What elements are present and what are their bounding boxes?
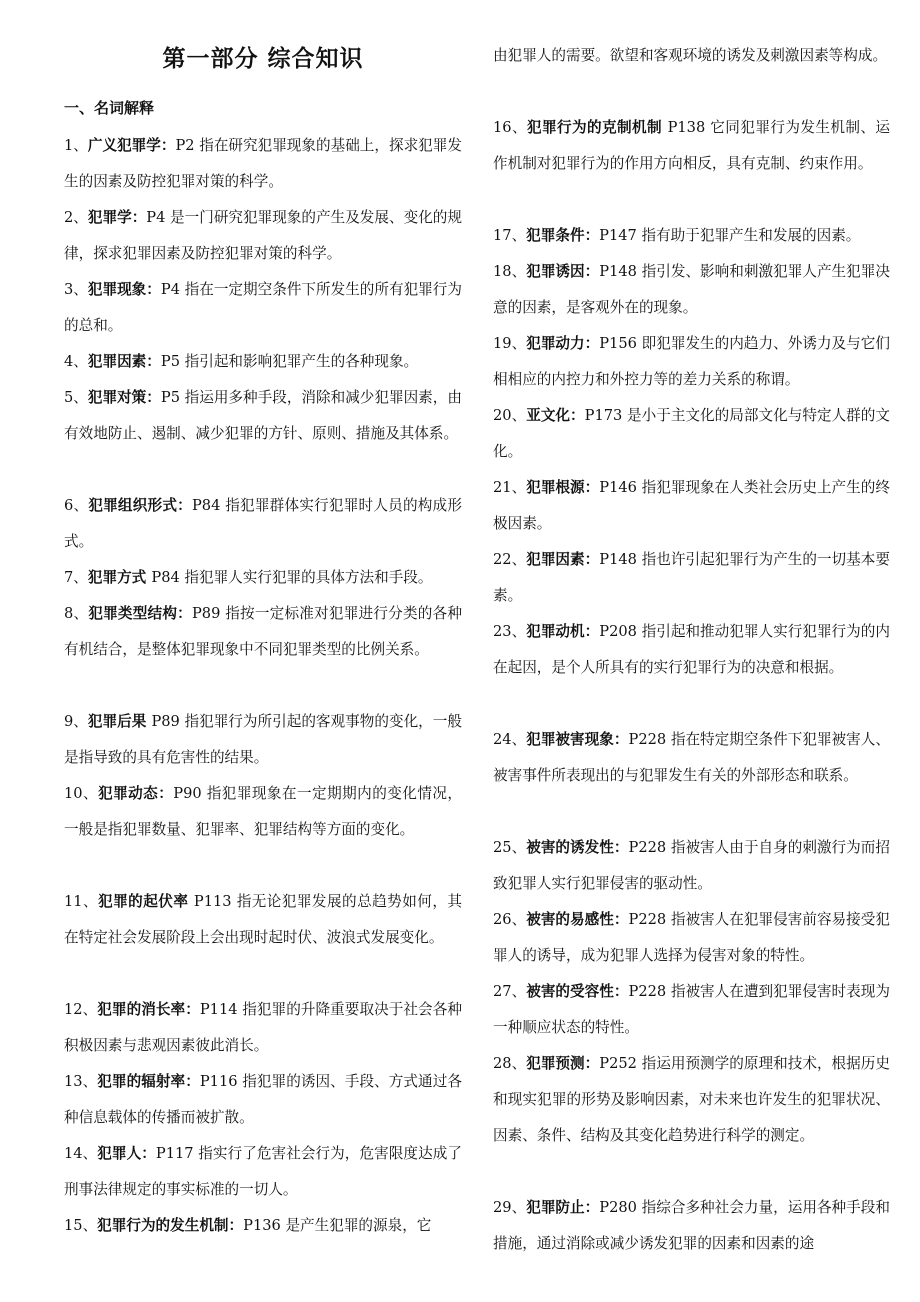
entry-term: 犯罪行为的发生机制 [97,1217,229,1234]
entry-separator: ： [177,605,192,622]
entry-term: 被害的诱发性 [526,839,614,856]
entry-separator: ： [146,389,161,406]
section-heading: 一、名词解释 [64,99,155,117]
definition-entry [64,884,462,956]
entry-definition: P138 它同犯罪行为发生机制、运作机制对犯罪行为的作用方向相反，具有克制、约束作用。 [493,119,890,172]
entry-number: 14、 [64,1145,98,1162]
entry-number: 25、 [493,839,527,856]
entry-definition: P84 指犯罪群体实行犯罪时人员的构成形式。 [64,497,462,550]
entry-number: 22、 [493,551,527,568]
entry-definition: P228 指被害人由于自身的刺激行为而招致犯罪人实行犯罪侵害的驱动性。 [493,839,890,892]
definition-entry [493,974,890,1046]
definition-entry [64,488,462,560]
entry-term: 犯罪防止 [526,1199,585,1216]
entry-number: 29、 [493,1199,527,1216]
entry-number: 16、 [493,119,527,136]
entry-definition: P5 指引起和影响犯罪产生的各种现象。 [160,353,419,370]
entry-definition: P114 指犯罪的升降重要取决于社会各种积极因素与悲观因素彼此消长。 [64,1001,462,1054]
entry-term: 犯罪对策 [87,389,147,406]
entry-term: 犯罪根源 [526,479,585,496]
definition-entry [64,560,462,596]
definition-entry [493,722,890,794]
entry-term: 犯罪被害现象 [526,731,614,748]
entry-separator: ： [584,335,600,352]
definition-entry [64,1208,462,1244]
definition-entry [493,542,890,614]
entry-term: 犯罪行为的克制机制 [527,119,663,136]
entry-separator: ： [584,1055,600,1072]
entry-separator: ： [177,497,192,514]
definition-entry [64,992,462,1064]
definition-entry [493,398,890,470]
entry-definition: P148 指也许引起犯罪行为产生的一切基本要素。 [493,551,890,604]
entry-definition: P4 指在一定期空条件下所发生的所有犯罪行为的总和。 [64,281,462,334]
entry-definition: P228 指在特定期空条件下犯罪被害人、被害事件所表现出的与犯罪发生有关的外部形态和联系。 [493,731,890,784]
entry-separator: ： [613,839,629,856]
entry-definition: P146 指犯罪现象在人类社会历史上产生的终极因素。 [493,479,890,532]
entry-number: 27、 [493,983,527,1000]
entry-definition: P84 指犯罪人实行犯罪的具体方法和手段。 [151,569,433,586]
entry-separator: ： [613,911,629,928]
entry-separator: ： [185,1073,200,1090]
entry-term: 犯罪预测 [526,1055,585,1072]
entry-term: 犯罪现象 [87,281,147,298]
entry-term: 犯罪条件 [526,227,585,244]
entry-separator: ： [584,227,600,244]
entry-number: 1、 [64,137,88,154]
definition-entry [493,470,890,542]
definition-entry [493,218,890,254]
entry-definition: P173 是小于主文化的局部文化与特定人群的文化。 [493,407,890,460]
entry-number: 19、 [493,335,527,352]
entry-term: 犯罪人 [97,1145,142,1162]
entry-number: 2、 [64,209,88,226]
definition-entry [493,830,890,902]
entry-separator: ： [141,1145,156,1162]
entry-term: 被害的易感性 [526,911,614,928]
entry-separator: ： [584,623,600,640]
entry-definition: P148 指引发、影响和刺激犯罪人产生犯罪决意的因素，是客观外在的现象。 [493,263,890,316]
entry-number: 17、 [493,227,527,244]
entry-number: 8、 [64,605,89,622]
entry-separator: ： [570,407,585,424]
entry-term: 犯罪因素 [87,353,147,370]
entry-term: 犯罪动力 [526,335,585,352]
entry-number: 6、 [64,497,89,514]
definition-entry [64,1064,462,1136]
entry-term: 犯罪后果 [87,713,147,730]
entry-separator: ： [146,281,161,298]
entry-term: 亚文化 [526,407,571,424]
entry-definition: P116 指犯罪的诱因、手段、方式通过各种信息载体的传播而被扩散。 [64,1073,462,1126]
definition-entry [493,254,890,326]
entry-separator: ： [613,731,629,748]
entry-term: 犯罪的辐射率 [97,1073,186,1090]
entry-definition: P4 是一门研究犯罪现象的产生及发展、变化的规律，探求犯罪因素及防控犯罪对策的科学。 [64,209,462,262]
entry-number: 20、 [493,407,527,424]
entry-definition: 由犯罪人的需要。欲望和客观环境的诱发及刺激因素等构成。 [493,47,888,64]
definition-entry [64,344,462,380]
entry-definition: P5 指运用多种手段，消除和减少犯罪因素，由有效地防止、遏制、减少犯罪的方针、原则、措施及其体系。 [64,389,462,442]
entry-definition: P90 指犯罪现象在一定期期内的变化情况，一般是指犯罪数量、犯罪率、犯罪结构等方面的变化。 [64,785,462,838]
entry-term: 犯罪因素 [526,551,585,568]
entry-separator: ： [584,263,600,280]
definition-entry [64,1136,462,1208]
entry-term: 犯罪的起伏率 [98,893,189,910]
definition-entry [64,200,462,272]
definition-entry [64,776,462,848]
entry-number: 26、 [493,911,527,928]
entry-number: 5、 [64,389,88,406]
entry-definition: P89 指按一定标准对犯罪进行分类的各种有机结合，是整体犯罪现象中不同犯罪类型的比例关系。 [64,605,462,658]
entry-separator: ： [613,983,629,1000]
entry-separator: ： [228,1217,244,1234]
entry-separator: ： [584,551,600,568]
definition-entry [493,1190,890,1262]
definition-entry [493,614,890,686]
entry-number: 7、 [64,569,88,586]
entry-separator: ： [584,1199,600,1216]
entry-number: 28、 [493,1055,527,1072]
definition-entry [493,38,890,74]
entry-definition: P228 指被害人在犯罪侵害前容易接受犯罪人的诱导，成为犯罪人选择为侵害对象的特性。 [493,911,890,964]
entry-number: 15、 [64,1217,98,1234]
entry-separator: ： [160,137,176,154]
entry-separator: ： [131,209,147,226]
entry-number: 9、 [64,713,88,730]
entry-definition: P89 指犯罪行为所引起的客观事物的变化，一般是指导致的具有危害性的结果。 [64,713,462,766]
entry-definition: P280 指综合多种社会力量，运用各种手段和措施，通过消除或减少诱发犯罪的因素和因素的途 [493,1199,890,1252]
entry-number: 10、 [64,785,99,802]
entry-number: 12、 [64,1001,98,1018]
entry-term: 犯罪组织形式 [88,497,178,514]
entry-term: 犯罪动态 [98,785,159,802]
entry-definition: P156 即犯罪发生的内趋力、外诱力及与它们相相应的内控力和外控力等的差力关系的称谓。 [493,335,890,388]
entry-separator: ： [185,1001,200,1018]
definition-entry [493,902,890,974]
entry-definition: P136 是产生犯罪的源泉，它 [243,1217,432,1234]
entry-definition: P2 指在研究犯罪现象的基础上，探求犯罪发生的因素及防控犯罪对策的科学。 [64,137,462,190]
entry-number: 4、 [64,353,88,370]
entry-definition: P117 指实行了危害社会行为，危害限度达成了刑事法律规定的事实标准的一切人。 [64,1145,462,1198]
entry-definition: P208 指引起和推动犯罪人实行犯罪行为的内在起因，是个人所具有的实行犯罪行为的决意和根据。 [493,623,890,676]
entry-term: 被害的受容性 [526,983,614,1000]
definition-entry [493,326,890,398]
entry-number: 23、 [493,623,527,640]
entry-number: 24、 [493,731,527,748]
entry-term: 犯罪的消长率 [97,1001,186,1018]
entry-term: 犯罪方式 [87,569,147,586]
definition-entry [64,704,462,776]
entry-term: 犯罪诱因 [526,263,585,280]
entry-term: 犯罪学 [87,209,132,226]
entry-term: 犯罪类型结构 [88,605,178,622]
entry-separator: ： [584,479,600,496]
definition-entry [493,110,890,182]
entry-number: 21、 [493,479,527,496]
entry-number: 18、 [493,263,527,280]
entry-definition: P228 指被害人在遭到犯罪侵害时表现为一种顺应状态的特性。 [493,983,890,1036]
entry-number: 11、 [64,893,99,910]
page-title: 第一部分 综合知识 [162,46,364,72]
definition-entry [64,272,462,344]
definition-entry [64,380,462,452]
entry-definition: P252 指运用预测学的原理和技术，根据历史和现实犯罪的形势及影响因素，对未来也许发生的犯罪状况、因素、条件、结构及其变化趋势进行科学的测定。 [493,1055,890,1144]
entry-definition: P147 指有助于犯罪产生和发展的因素。 [599,227,861,244]
entry-number: 13、 [64,1073,98,1090]
entry-term: 犯罪动机 [526,623,585,640]
entry-separator: ： [158,785,174,802]
entry-number: 3、 [64,281,88,298]
entry-separator: ： [146,353,161,370]
definition-entry [64,596,462,668]
definition-entry [64,128,462,200]
entry-term: 广义犯罪学 [87,137,161,154]
definition-entry [493,1046,890,1154]
entry-definition: P113 指无论犯罪发展的总趋势如何，其在特定社会发展阶段上会出现时起时伏、波浪式发展变化。 [64,893,462,946]
